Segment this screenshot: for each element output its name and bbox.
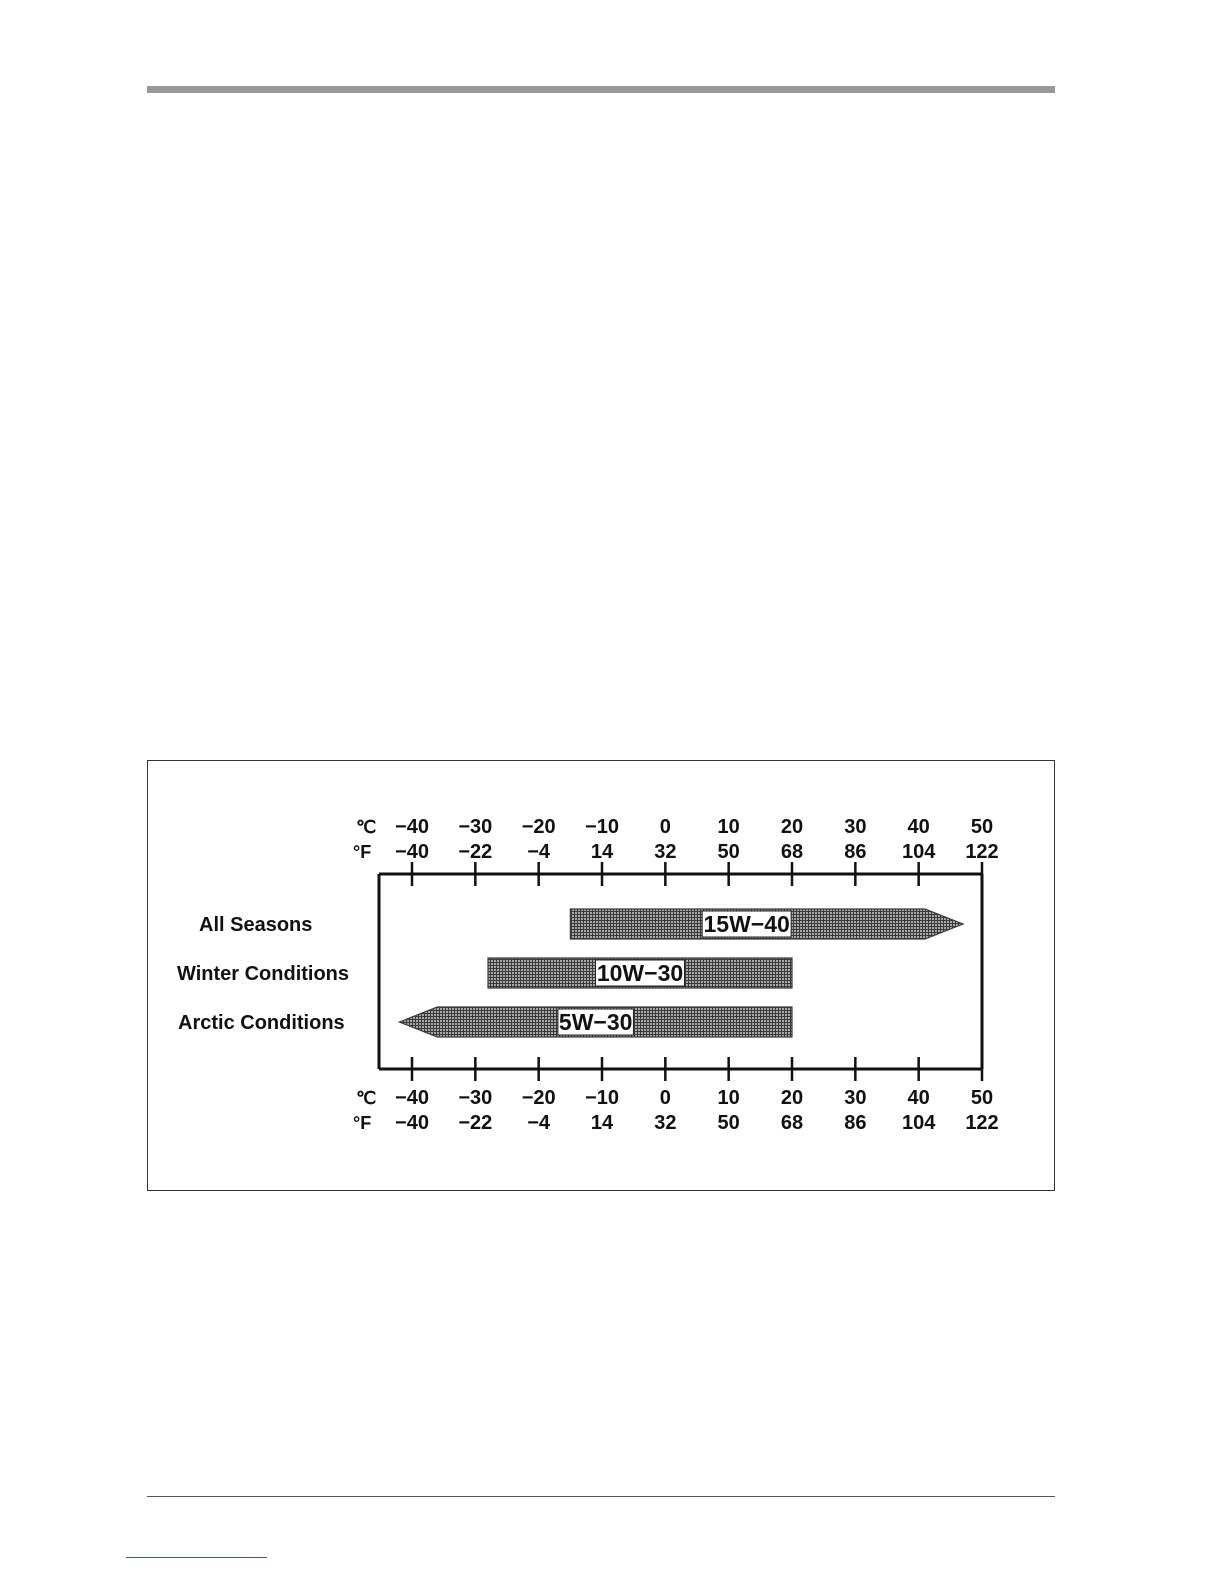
tick-label-celsius-bottom: −40 [395,1087,429,1109]
tick-label-fahrenheit-top: 104 [901,841,936,863]
tick-label-celsius-bottom: −20 [521,1087,556,1109]
tick-label-fahrenheit-bottom: −4 [527,1112,551,1134]
tick-label-celsius-bottom: −10 [585,1087,619,1109]
grade-label: 15W−40 [703,911,790,937]
category-label: Winter Conditions [177,963,350,985]
tick-label-celsius-top: 30 [844,816,867,838]
tick-label-fahrenheit-bottom: 14 [590,1112,614,1134]
tick-label-fahrenheit-top: 14 [590,841,614,863]
tick-label-fahrenheit-top: 32 [654,841,677,863]
unit-fahrenheit-bottom: °F [353,1113,372,1133]
tick-label-celsius-top: 50 [970,816,994,838]
tick-label-fahrenheit-bottom: 86 [844,1112,867,1134]
tick-label-celsius-bottom: −30 [458,1087,493,1109]
tick-label-celsius-top: 20 [780,816,804,838]
tick-label-celsius-bottom: 0 [659,1087,671,1109]
footer-link-underline [126,1557,267,1558]
category-label: All Seasons [199,914,313,936]
tick-label-fahrenheit-bottom: −22 [458,1112,493,1134]
tick-label-fahrenheit-bottom: 104 [901,1112,936,1134]
tick-label-celsius-top: −40 [395,816,429,838]
tick-label-celsius-top: −20 [521,816,556,838]
tick-label-fahrenheit-bottom: 122 [965,1112,999,1134]
tick-label-celsius-bottom: 10 [717,1087,740,1109]
tick-label-celsius-top: 10 [717,816,740,838]
tick-label-celsius-top: 0 [659,816,671,838]
tick-label-fahrenheit-bottom: 32 [654,1112,677,1134]
tick-label-celsius-bottom: 50 [970,1087,994,1109]
tick-label-fahrenheit-bottom: 50 [717,1112,740,1134]
grade-label: 5W−30 [558,1009,633,1035]
header-rule [147,86,1055,93]
tick-label-fahrenheit-top: −4 [527,841,551,863]
tick-label-fahrenheit-top: 122 [965,841,999,863]
tick-label-celsius-top: −30 [458,816,493,838]
oil-viscosity-figure [147,760,1055,1191]
unit-celsius-bottom: ℃ [356,1088,377,1108]
tick-label-celsius-bottom: 40 [907,1087,930,1109]
tick-label-fahrenheit-top: 86 [844,841,867,863]
unit-fahrenheit-top: °F [353,842,372,862]
category-label: Arctic Conditions [178,1012,345,1034]
tick-label-fahrenheit-top: 68 [780,841,804,863]
tick-label-celsius-bottom: 20 [780,1087,804,1109]
tick-label-celsius-top: 40 [907,816,930,838]
grade-label: 10W−30 [596,960,684,986]
tick-label-fahrenheit-bottom: −40 [395,1112,429,1134]
tick-label-fahrenheit-top: −40 [395,841,429,863]
tick-label-fahrenheit-top: 50 [717,841,740,863]
unit-celsius-top: ℃ [356,817,377,837]
tick-label-celsius-bottom: 30 [844,1087,867,1109]
tick-label-fahrenheit-top: −22 [458,841,493,863]
tick-label-fahrenheit-bottom: 68 [780,1112,804,1134]
tick-label-celsius-top: −10 [585,816,619,838]
viscosity-range-chart [148,761,1054,1190]
footer-rule [147,1496,1055,1497]
